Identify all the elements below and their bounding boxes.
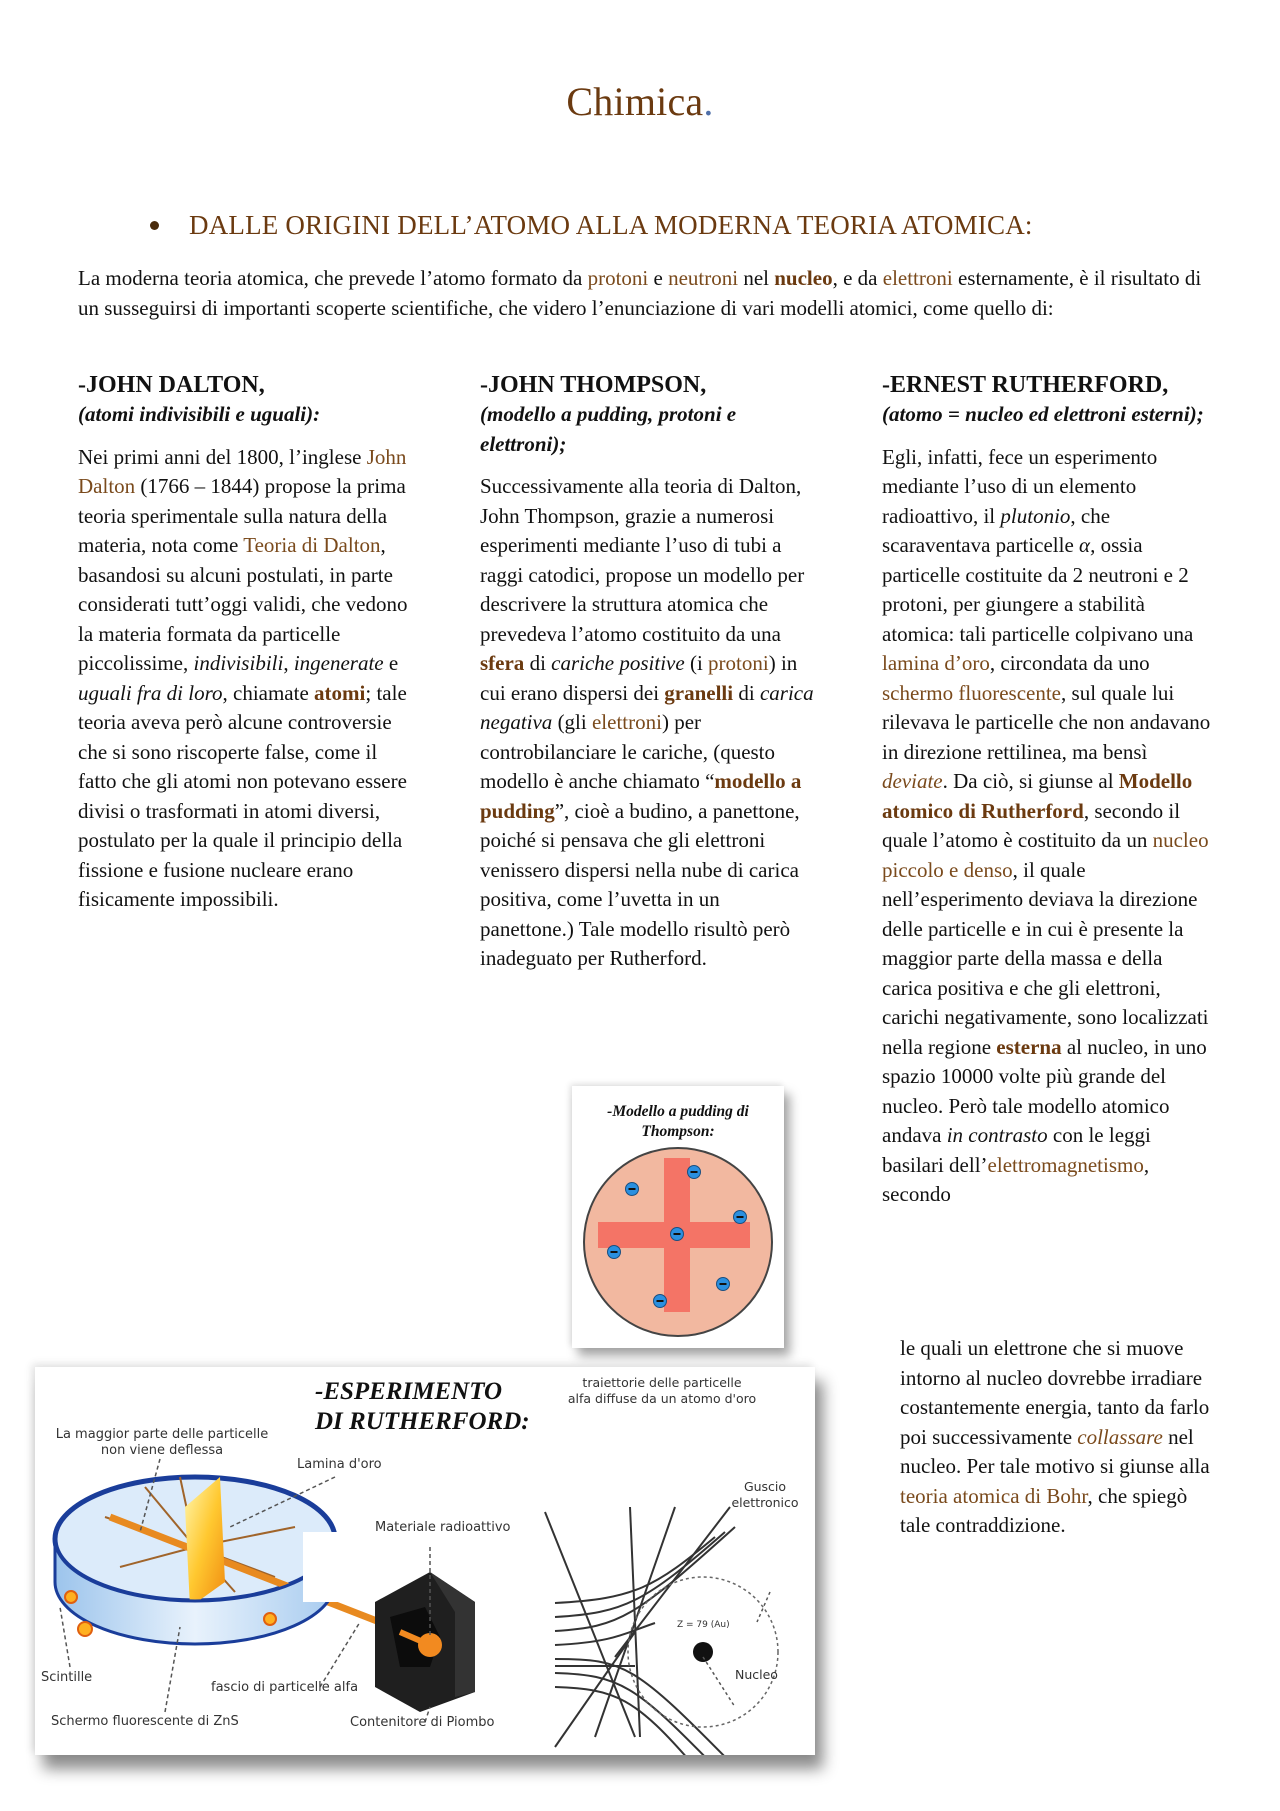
label-sparks: Scintille: [41, 1670, 93, 1685]
label-nucleus: Nucleo: [735, 1667, 778, 1682]
term-elettroni: elettroni: [882, 266, 953, 290]
alpha-symbol: α,: [1079, 533, 1096, 557]
term-schermo: schermo fluorescente: [882, 680, 1062, 705]
term-nucleo-piccolo: nucleo piccolo e denso: [882, 828, 1209, 882]
body-text: , basandosi su alcuni postulati, in parte considerati tutt’oggi validi, che vedono la materia formata da particelle piccolissime,: [78, 533, 408, 675]
term-indivisibili: indivisibili: [193, 651, 284, 675]
term-granelli: granelli: [664, 680, 734, 705]
column-subtitle: (modello a pudding, protoni e elettroni);: [480, 402, 737, 456]
term-collassare: collassare: [1077, 1424, 1163, 1449]
rutherford-experiment-figure: [35, 1367, 815, 1755]
label-line: traiettorie delle particelle: [582, 1375, 742, 1390]
body-text: ; tale teoria aveva però alcune controversie che si sono riscoperte false, come il fatto che gli atomi non potevano essere divisi o trasformati in atomi diversi, postulato per la quale il principio della fissione e fusione nucleare erano fisicamente impossibili.: [78, 680, 407, 911]
body-text: ossia particelle costituite da 2 neutroni e 2 protoni, per giungere a stabilità atomica: tali particelle colpivano una: [882, 533, 1194, 646]
body-text: Nei primi anni del 1800, l’inglese: [78, 444, 367, 469]
label-most-particles: [47, 1427, 277, 1459]
column-title: -JOHN DALTON,: [78, 372, 265, 398]
body-text: di: [733, 680, 760, 705]
intro-text: e: [648, 266, 669, 290]
body-text: ) in cui erano dispersi dei: [480, 651, 798, 705]
page-title: [0, 78, 1280, 125]
title-text: Chimica: [566, 79, 704, 124]
column-rutherford: [882, 370, 1212, 1210]
term-uguali: uguali fra di loro: [78, 680, 223, 705]
experiment-title-line1: -ESPERIMENTO: [315, 1378, 503, 1405]
body-text: Successivamente alla teoria di Dalton, John Thompson, grazie a numerosi esperimenti mediante l’uso di tubi a raggi catodici, propose un modello per descrivere la struttura atomica che prevedeva l’atomo costituito da una: [480, 474, 805, 646]
term-john-dalton: John Dalton: [78, 444, 407, 498]
term-teoria-dalton: Teoria di Dalton: [243, 533, 381, 557]
body-text: . Da ciò, si giunse al: [942, 769, 1119, 793]
column-subtitle: (atomo = nucleo ed elettroni esterni);: [882, 402, 1204, 426]
body-text: ”, cioè a budino, a panettone, poiché si pensava che gli elettroni venissero dispersi nella nube di carica positiva, come l’uvetta in un panettone.) Tale modello risultò però inadeguato per Rutherford.: [480, 798, 800, 970]
term-bohr: teoria atomica di Bohr: [900, 1483, 1088, 1508]
intro-text: La moderna teoria atomica, che prevede l’atomo formato da: [78, 266, 588, 290]
intro-text: esternamente, è il risultato di un susseguirsi di importanti scoperte scientifiche, che videro l’enunciazione di vari modelli atomici, come quello di:: [78, 266, 1202, 320]
label-line: alfa diffuse da un atomo d'oro: [567, 1391, 757, 1406]
column-body: [78, 443, 413, 915]
body-text: (i: [684, 651, 709, 675]
pudding-atom-icon: [580, 1144, 776, 1340]
term-esterna: esterna: [996, 1034, 1062, 1059]
body-text: , sul quale lui rilevava le particelle che non andavano in direzione rettilinea, ma bensì: [882, 680, 1211, 764]
bullet-icon: [150, 221, 159, 230]
section-heading-text: DALLE ORIGINI DELL’ATOMO ALLA MODERNA TEORIA ATOMICA:: [189, 210, 1033, 240]
term-lamina: lamina d’oro: [882, 651, 990, 675]
term-elettromagnetismo: elettromagnetismo: [987, 1152, 1144, 1177]
intro-text: , e da: [832, 266, 883, 290]
body-text: ,: [283, 651, 294, 675]
label-electron-shell: [725, 1479, 805, 1511]
label-z79: Z = 79 (Au): [677, 1620, 730, 1630]
body-text: , che scaraventava particelle: [882, 503, 1111, 557]
term-sfera: sfera: [480, 651, 525, 675]
body-text: , secondo il quale l’atomo è costituito da un: [882, 798, 1181, 852]
intro-paragraph: [78, 264, 1213, 323]
term-nucleo: nucleo: [774, 266, 833, 290]
term-elettroni: elettroni: [591, 710, 662, 734]
experiment-title: [315, 1377, 530, 1437]
title-dot: .: [703, 79, 714, 124]
term-protoni: protoni: [587, 266, 649, 290]
label-screen: Schermo fluorescente di ZnS: [51, 1714, 239, 1729]
body-text: (1766 – 1844) propose la prima teoria sperimentale sulla natura della materia, nota come: [78, 474, 406, 557]
column-subtitle: (atomi indivisibili e uguali):: [78, 402, 321, 426]
column-title: -ERNEST RUTHERFORD,: [882, 372, 1169, 398]
body-text: con le leggi basilari dell’: [882, 1123, 1151, 1177]
term-neutroni: neutroni: [668, 266, 739, 290]
body-text: Egli, infatti, fece un esperimento mediante l’uso di un elemento radioattivo, il: [882, 444, 1158, 528]
body-text: le quali un elettrone che si muove intorno al nucleo dovrebbe irradiare costantemente energia, tanto da farlo poi successivamente: [900, 1336, 1210, 1449]
body-text: , chiamate: [222, 680, 315, 705]
label-gold-foil: Lamina d'oro: [297, 1457, 382, 1472]
body-text: (gli: [552, 710, 592, 734]
pudding-caption: -Modello a pudding di Thompson:: [607, 1103, 749, 1140]
experiment-title-line2: DI RUTHERFORD:: [315, 1408, 530, 1435]
section-heading: [150, 210, 1210, 241]
column-dalton: [78, 370, 413, 915]
column-rutherford-continuation: [900, 1334, 1220, 1541]
label-lead-box: Contenitore di Piombo: [350, 1715, 495, 1730]
term-modello-rutherford: Modello atomico di Rutherford: [882, 769, 1193, 823]
column-body: [480, 472, 815, 974]
label-line: elettronico: [731, 1495, 799, 1510]
body-text: , secondo: [882, 1152, 1150, 1206]
body-text: e: [383, 651, 399, 675]
body-text: al nucleo, in uno spazio 10000 volte più grande del nucleo. Però tale modello atomico andava: [882, 1034, 1207, 1147]
label-alpha-beam: fascio di particelle alfa: [211, 1680, 359, 1695]
body-text: di: [524, 651, 552, 675]
column-body: [882, 443, 1212, 1210]
term-carica-negativa: carica negativa: [480, 680, 814, 734]
body-text: , che spiegò tale contraddizione.: [900, 1483, 1188, 1537]
intro-text: nel: [738, 266, 775, 290]
body-text: ) per controbilanciare le cariche, (questo modello è anche chiamato “: [480, 710, 776, 793]
term-in-contrasto: in contrasto: [946, 1123, 1048, 1147]
term-ingenerate: ingenerate: [293, 651, 384, 675]
term-deviate: deviate: [882, 769, 943, 793]
label-line: La maggior parte delle particelle: [55, 1427, 269, 1442]
body-text: nel nucleo. Per tale motivo si giunse alla: [900, 1424, 1210, 1478]
label-line: Guscio: [743, 1479, 787, 1494]
term-plutonio: plutonio: [1000, 503, 1071, 528]
label-line: non viene deflessa: [100, 1443, 224, 1458]
term-modello-pudding: modello a pudding: [480, 769, 802, 823]
label-trajectories: [557, 1375, 767, 1407]
label-radioactive: Materiale radioattivo: [375, 1520, 511, 1535]
body-text: , il quale nell’esperimento deviava la direzione delle particelle e in cui è presente la maggior parte della massa e della carica positiva e che gli elettroni, carichi negativamente, sono localizzati nella regione: [882, 857, 1209, 1059]
pudding-model-figure: [572, 1086, 784, 1348]
body-text: , circondata da uno: [989, 651, 1150, 675]
term-cariche-positive: cariche positive: [551, 651, 685, 675]
term-protoni: protoni: [708, 651, 769, 675]
column-thompson: [480, 370, 815, 974]
column-title: -JOHN THOMPSON,: [480, 372, 707, 398]
term-atomi: atomi: [314, 680, 366, 705]
